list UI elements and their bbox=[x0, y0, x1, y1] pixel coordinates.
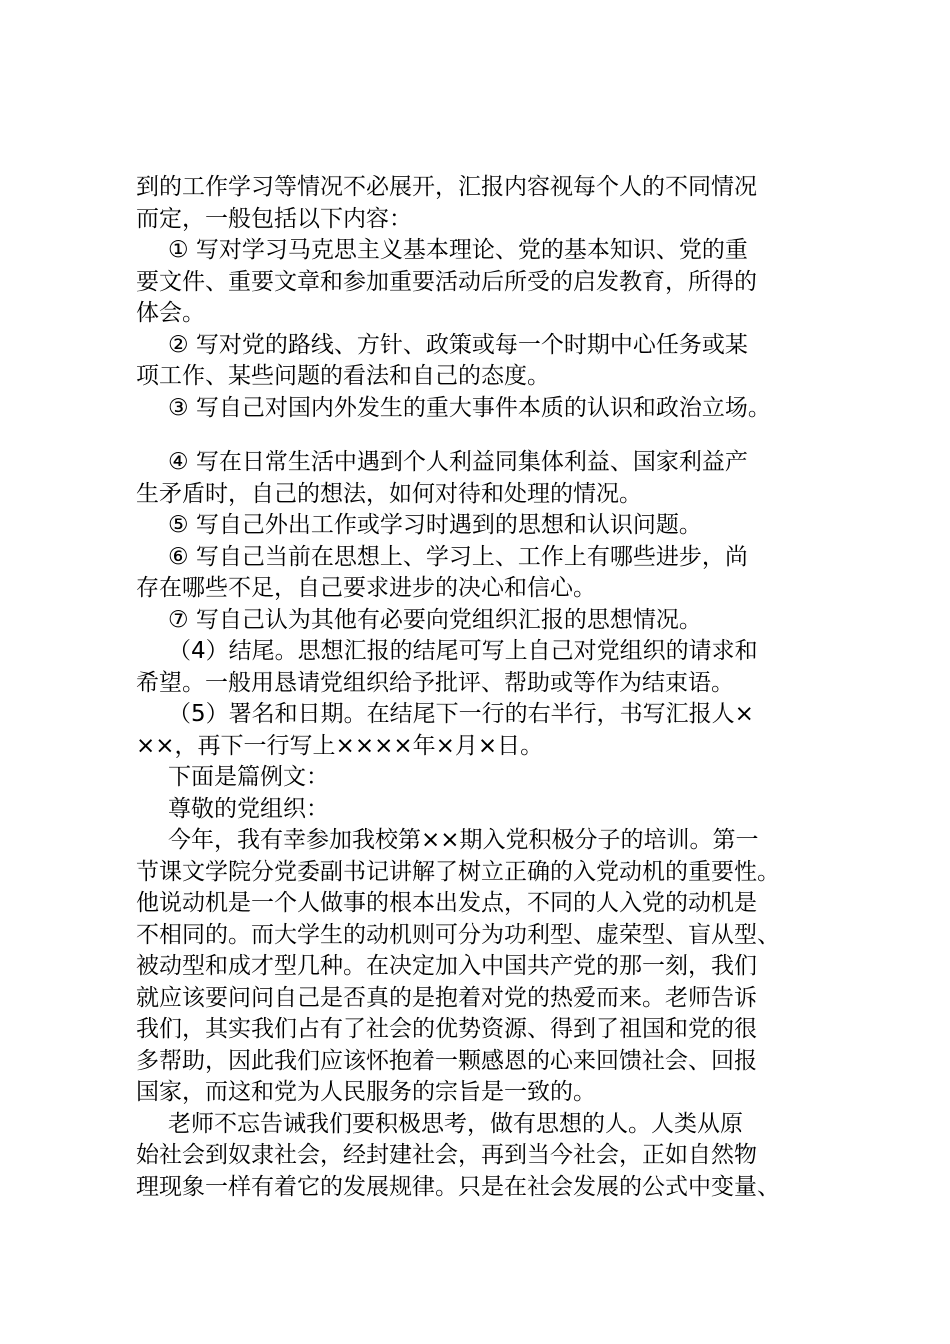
text-line: 要文件、重要文章和参加重要活动后所受的启发教育，所得的 bbox=[136, 268, 757, 295]
salutation: 尊敬的党组织： bbox=[168, 795, 329, 822]
text-line: 就应该要问问自己是否真的是抱着对党的热爱而来。老师告诉 bbox=[136, 984, 757, 1011]
text-line: 多帮助，因此我们应该怀抱着一颗感恩的心来回馈社会、回报 bbox=[136, 1047, 757, 1074]
list-item: ④ 写在日常生活中遇到个人利益同集体利益、国家利益产 bbox=[168, 449, 748, 475]
list-item: ② 写对党的路线、方针、政策或每一个时期中心任务或某 bbox=[168, 331, 748, 358]
text-line: 被动型和成才型几种。在决定加入中国共产党的那一刻，我们 bbox=[136, 953, 757, 979]
text-line: 存在哪些不足，自己要求进步的决心和信心。 bbox=[136, 575, 596, 601]
document-body bbox=[136, 172, 826, 1203]
text-line: 项工作、某些问题的看法和自己的态度。 bbox=[136, 363, 550, 389]
section-paragraph: （5）署名和日期。在结尾下一行的右半行，书写汇报人× bbox=[168, 701, 754, 727]
body-paragraph: 今年，我有幸参加我校第××期入党积极分子的培训。第一 bbox=[168, 827, 759, 853]
text-line: 而定，一般包括以下内容： bbox=[136, 205, 412, 232]
list-item: ⑦ 写自己认为其他有必要向党组织汇报的思想情况。 bbox=[168, 606, 702, 633]
text-line: 我们，其实我们占有了社会的优势资源、得到了祖国和党的很 bbox=[136, 1016, 757, 1042]
section-paragraph: （4）结尾。思想汇报的结尾可写上自己对党组织的请求和 bbox=[168, 638, 758, 664]
paragraph-gap bbox=[136, 424, 826, 447]
list-item: ③ 写自己对国内外发生的重大事件本质的认识和政治立场。 bbox=[168, 394, 771, 421]
body-paragraph: 老师不忘告诫我们要积极思考，做有思想的人。人类从原 bbox=[168, 1110, 743, 1137]
text-line: 不相同的。而大学生的动机则可分为功利型、虚荣型、盲从型、 bbox=[136, 921, 780, 948]
text-line: 希望。一般用恳请党组织给予批评、帮助或等作为结束语。 bbox=[136, 669, 734, 696]
text-line: 始社会到奴隶社会，经封建社会，再到当今社会，正如自然物 bbox=[136, 1142, 757, 1168]
text-line: ××，再下一行写上××××年×月×日。 bbox=[136, 732, 544, 759]
text-line: 他说动机是一个人做事的根本出发点，不同的人入党的动机是 bbox=[136, 890, 757, 916]
text-line: 节课文学院分党委副书记讲解了树立正确的入党动机的重要性。 bbox=[136, 858, 780, 885]
text-line: 国家，而这和党为人民服务的宗旨是一致的。 bbox=[136, 1079, 596, 1105]
text-line: 体会。 bbox=[136, 300, 205, 326]
list-item: ① 写对学习马克思主义基本理论、党的基本知识、党的重 bbox=[168, 237, 748, 263]
text-line: 到的工作学习等情况不必展开，汇报内容视每个人的不同情况 bbox=[136, 174, 757, 200]
text-line: 下面是篇例文： bbox=[168, 764, 329, 790]
text-line: 理现象一样有着它的发展规律。只是在社会发展的公式中变量、 bbox=[136, 1173, 780, 1200]
list-item: ⑥ 写自己当前在思想上、学习上、工作上有哪些进步，尚 bbox=[168, 543, 748, 570]
list-item: ⑤ 写自己外出工作或学习时遇到的思想和认识问题。 bbox=[168, 512, 702, 538]
text-line: 生矛盾时，自己的想法，如何对待和处理的情况。 bbox=[136, 480, 642, 507]
